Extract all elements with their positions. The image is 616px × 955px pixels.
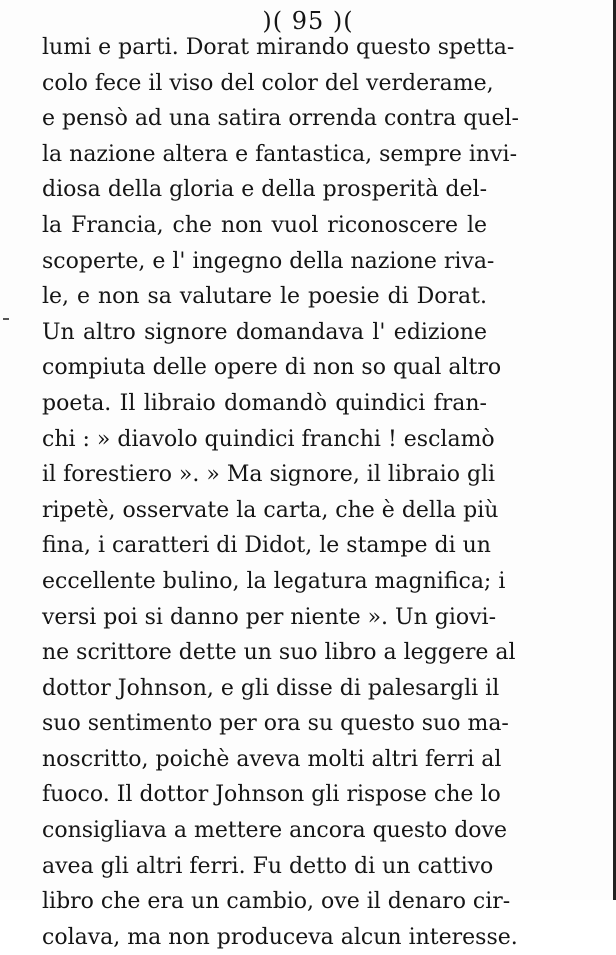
text-line: il forestiero ». » Ma signore, il libraio gli xyxy=(42,462,496,488)
text-line: chi : » diavolo quindici franchi ! esclamò xyxy=(42,426,495,452)
text-line: eccellente bulino, la legatura magnifica; i xyxy=(42,568,506,594)
text-line: diosa della gloria e della prosperità del- xyxy=(42,177,487,203)
text-line: colava, ma non produceva alcun interesse. xyxy=(42,924,518,950)
text-line: lumi e parti. Dorat mirando questo spetta- xyxy=(42,35,515,60)
text-line: ne scrittore dette un suo libro a leggere al xyxy=(42,640,516,666)
text-line: fuoco. Il dottor Johnson gli rispose che lo xyxy=(42,782,501,808)
text-line: e pensò ad una satira orrenda contra quel- xyxy=(42,106,519,132)
text-line: compiuta delle opere di non so qual altro xyxy=(42,355,502,381)
text-line: avea gli altri ferri. Fu detto di un cattivo xyxy=(42,853,494,879)
text-line: libro che era un cambio, ove il denaro cir- xyxy=(42,889,511,915)
text-line: colo fece il viso del color del verderame, xyxy=(42,70,494,96)
text-line: la nazione altera e fantastica, sempre invi- xyxy=(42,141,517,167)
margin-mark xyxy=(3,318,9,320)
text-line: Un altro signore domandava l' edizione xyxy=(42,319,487,345)
text-line: le, e non sa valutare le poesie di Dorat. xyxy=(42,284,487,310)
page-number: )( 95 )( xyxy=(262,7,354,35)
text-line: versi poi si danno per niente ». Un giovi- xyxy=(42,604,497,630)
text-line: poeta. Il libraio domandò quindici fran- xyxy=(42,390,487,416)
text-line: la Francia, che non vuol riconoscere le xyxy=(42,212,487,238)
text-line: consigliava a mettere ancora questo dove xyxy=(42,818,507,844)
text-line: dottor Johnson, e gli disse di palesargli il xyxy=(42,675,500,701)
text-line: scoperte, e l' ingegno della nazione riva- xyxy=(42,248,495,274)
text-line: noscritto, poichè aveva molti altri ferri al xyxy=(42,746,502,772)
text-line: suo sentimento per ora su questo suo ma- xyxy=(42,711,509,737)
text-line: ripetè, osservate la carta, che è della più xyxy=(42,497,499,523)
text-line: fina, i caratteri di Didot, le stampe di un xyxy=(42,533,491,559)
body-text xyxy=(42,30,519,955)
